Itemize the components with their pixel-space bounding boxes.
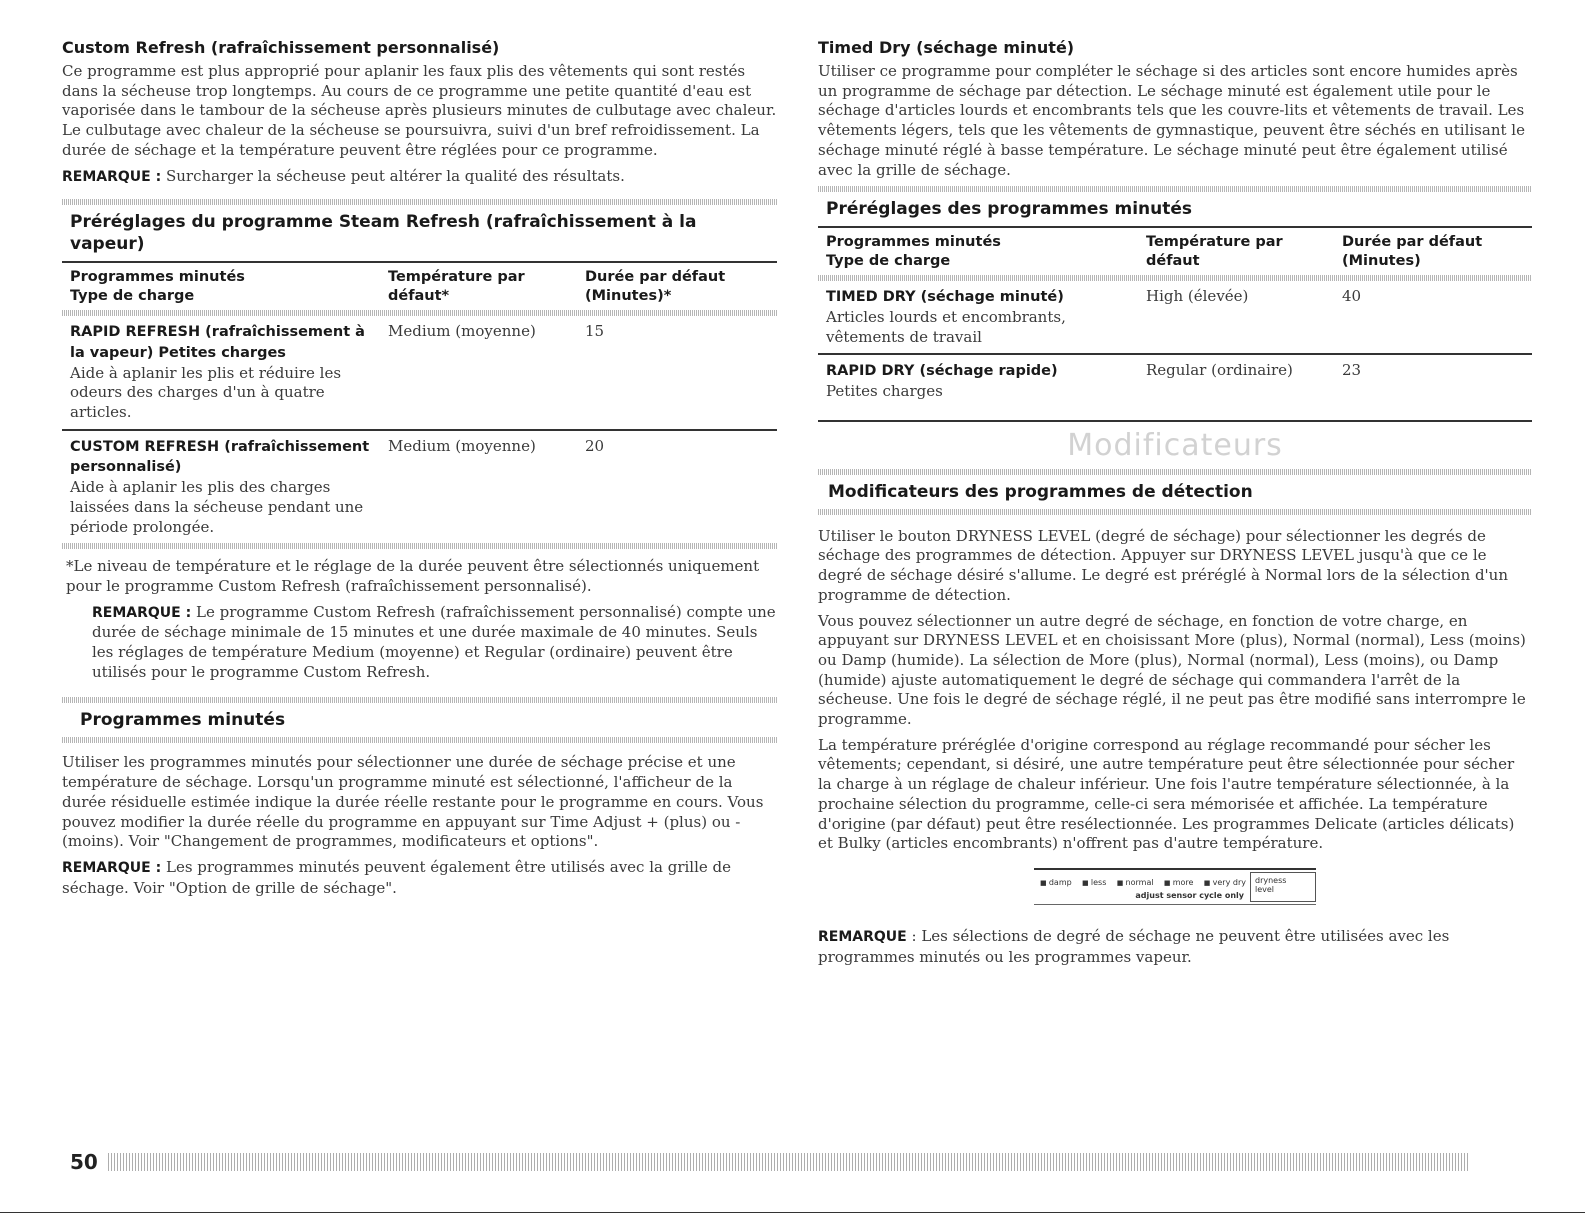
control-panel-figure <box>818 868 1532 905</box>
note-text: Surcharger la sécheuse peut altérer la qualité des résultats. <box>165 166 625 185</box>
option-more: ■ more <box>1164 878 1194 887</box>
header-line: Programmes minutés <box>70 269 245 286</box>
option-very-dry: ■ very dry <box>1204 878 1246 887</box>
footer-bar <box>108 1153 1470 1171</box>
note-label: REMARQUE : <box>62 859 162 876</box>
note-label: REMARQUE : <box>92 604 192 621</box>
temperature-cell: Medium (moyenne) <box>388 322 536 341</box>
table-row <box>818 281 1532 354</box>
option-damp: ■ damp <box>1040 878 1072 887</box>
duration-cell: 15 <box>585 322 605 341</box>
modifiers-title: Modificateurs <box>1067 427 1283 463</box>
option-less: ■ less <box>1082 878 1106 887</box>
detection-p2: Vous pouvez sélectionner un autre degré de séchage, en fonction de votre charge, en appuyant sur DRYNESS LEVEL et en choisissant More (plus), Normal (normal), Less (moins) ou Damp (humide). La sélection de More (plus), Normal (normal), Less (moins), ou Damp (humide) ajuste automatiquement le degré de séchage qui commandera l'arrêt de la sécheuse. Une fois le degré de séchage réglé, il ne peut pas être modifié sans interrompre le programme. <box>818 611 1526 729</box>
timed-dry-heading: Timed Dry (séchage minuté) <box>818 38 1075 57</box>
program-cell <box>818 281 1138 354</box>
panel-options-area <box>1034 872 1250 902</box>
program-name: TIMED DRY (séchage minuté) <box>826 289 1064 306</box>
timed-programs-heading: Programmes minutés <box>80 710 286 731</box>
timed-programs-note <box>62 858 777 898</box>
left-column <box>62 38 777 904</box>
program-name: RAPID DRY (séchage rapide) <box>826 363 1058 380</box>
hatch-divider <box>62 737 777 743</box>
header-line: Durée par défaut <box>1342 234 1483 251</box>
temperature-cell: High (élevée) <box>1146 287 1249 306</box>
custom-refresh-note <box>62 167 777 188</box>
table-header-row <box>62 262 777 310</box>
dryness-panel <box>1034 868 1316 905</box>
col-header-temperature <box>380 262 577 310</box>
panel-sub-label: adjust sensor cycle only <box>1135 890 1244 900</box>
timed-table-title: Préréglages des programmes minutés <box>826 199 1192 220</box>
note-text: Le programme Custom Refresh (rafraîchissement personnalisé) compte une durée de séchage minimale de 15 minutes et une durée maximale de 40 minutes. Seuls les réglages de température Medium (moyenne) et Regular (ordinaire) peuvent être utilisés pour le programme Custom Refresh. <box>92 602 776 681</box>
page-footer <box>70 1150 1470 1174</box>
dryness-level-button <box>1250 872 1316 902</box>
button-line: level <box>1255 884 1275 894</box>
custom-refresh-heading: Custom Refresh (rafraîchissement personnalisé) <box>62 38 500 57</box>
table-row <box>818 354 1532 419</box>
program-cell <box>62 430 380 544</box>
header-line: (Minutes) <box>1342 253 1421 270</box>
steam-footnote: *Le niveau de température et le réglage de la durée peuvent être sélectionnés uniquement pour le programme Custom Refresh (rafraîchissement personnalisé). <box>66 557 760 595</box>
timed-presets-table <box>818 226 1532 420</box>
table-row <box>62 430 777 544</box>
program-name: CUSTOM REFRESH (rafraîchissement personnalisé) <box>70 438 370 476</box>
note-label: REMARQUE : <box>62 168 162 185</box>
header-line: Durée par défaut <box>585 269 726 286</box>
temperature-cell: Medium (moyenne) <box>380 430 577 544</box>
header-line: Programmes minutés <box>826 234 1001 251</box>
timed-programs-body: Utiliser les programmes minutés pour sélectionner une durée de séchage précise et une température de séchage. Lorsqu'un programme minuté est sélectionné, l'afficheur de la durée résiduelle estimée indique la durée réelle restante pour le programme en cours. Vous pouvez modifier la durée réelle du programme en appuyant sur Time Adjust + (plus) ou - (moins). Voir "Changement de programmes, modificateurs et options". <box>62 753 764 851</box>
duration-cell: 40 <box>1342 287 1362 306</box>
table-header-row <box>818 227 1532 275</box>
header-line: Type de charge <box>826 253 951 270</box>
col-header-program <box>818 227 1138 275</box>
bottom-rule <box>0 1212 1585 1213</box>
program-cell <box>62 316 380 430</box>
header-line: Type de charge <box>70 288 195 305</box>
note-label: REMARQUE <box>818 928 907 945</box>
hatch-divider <box>818 509 1532 515</box>
table-row <box>62 316 777 430</box>
note-text: Les programmes minutés peuvent également être utilisés avec la grille de séchage. Voir "Option de grille de séchage". <box>62 857 732 897</box>
steam-table-title: Préréglages du programme Steam Refresh (rafraîchissement à la vapeur) <box>70 212 697 255</box>
detection-heading: Modificateurs des programmes de détection <box>828 481 1253 502</box>
right-column <box>818 38 1532 973</box>
header-line: Température par <box>388 269 525 286</box>
col-header-duration <box>1334 227 1532 275</box>
final-note <box>818 927 1532 967</box>
steam-presets-table <box>62 261 777 549</box>
col-header-program <box>62 262 380 310</box>
page-number: 50 <box>70 1150 98 1174</box>
program-cell <box>818 354 1138 419</box>
header-line: Température par <box>1146 234 1283 251</box>
duration-cell: 23 <box>1334 354 1532 419</box>
detection-p1: Utiliser le bouton DRYNESS LEVEL (degré de séchage) pour sélectionner les degrés de séchage des programmes de détection. Appuyer sur DRYNESS LEVEL jusqu'à que ce le degré de séchage désiré s'allume. Le degré est préréglé à Normal lors de la sélection d'un programme de détection. <box>818 526 1508 604</box>
program-name: RAPID REFRESH (rafraîchissement à la vapeur) Petites charges <box>70 324 365 361</box>
temperature-cell: Regular (ordinaire) <box>1138 354 1334 419</box>
dryness-options <box>1034 872 1250 889</box>
col-header-duration <box>577 262 777 310</box>
option-normal: ■ normal <box>1117 878 1154 887</box>
button-line: dryness <box>1255 875 1287 885</box>
note-text: : Les sélections de degré de séchage ne peuvent être utilisées avec les programmes minutés ou les programmes vapeur. <box>818 926 1450 966</box>
duration-cell: 20 <box>577 430 777 544</box>
program-desc: Aide à aplanir les plis des charges laissées dans la sécheuse pendant une période prolongée. <box>70 478 364 536</box>
hatch-divider <box>62 543 777 549</box>
program-desc: Petites charges <box>826 382 943 401</box>
timed-dry-body: Utiliser ce programme pour compléter le séchage si des articles sont encore humides après un programme de séchage par détection. Le séchage minuté est également utile pour le séchage d'articles lourds et encombrants tels que les couvre-lits et vêtements de travail. Les vêtements légers, tels que les vêtements de gymnastique, peuvent être séchés en utilisant le séchage minuté réglé à basse température. Le séchage minuté peut être également utilisé avec la grille de séchage. <box>818 62 1525 179</box>
header-line: défaut <box>1146 253 1200 270</box>
program-desc: Aide à aplanir les plis et réduire les odeurs des charges d'un à quatre articles. <box>70 363 342 422</box>
detection-p3: La température préréglée d'origine correspond au réglage recommandé pour sécher les vêtements; cependant, si désiré, une autre température peut être sélectionnée pour sécher la charge à un réglage de chaleur inférieur. Une fois l'autre température sélectionnée, à la prochaine sélection du programme, celle-ci sera mémorisée et affichée. La température d'origine (par défaut) peut être resélectionnée. Les programmes Delicate (articles délicats) et Bulky (articles encombrants) n'offrent pas d'autre température. <box>818 735 1515 853</box>
header-line: défaut* <box>388 288 450 305</box>
custom-refresh-body: Ce programme est plus approprié pour aplanir les faux plis des vêtements qui sont restés dans la sécheuse trop longtemps. Au cours de ce programme une petite quantité d'eau est vaporisée dans le tambour de la sécheuse après plusieurs minutes de culbutage avec chaleur. Le culbutage avec chaleur de la sécheuse se poursuivra, suivi d'un bref refroidissement. La durée de séchage et la température peuvent être réglées pour ce programme. <box>62 62 777 159</box>
header-line: (Minutes)* <box>585 288 672 305</box>
steam-note <box>92 603 777 683</box>
program-desc: Articles lourds et encombrants, vêtements de travail <box>826 307 1066 346</box>
col-header-temperature <box>1138 227 1334 275</box>
